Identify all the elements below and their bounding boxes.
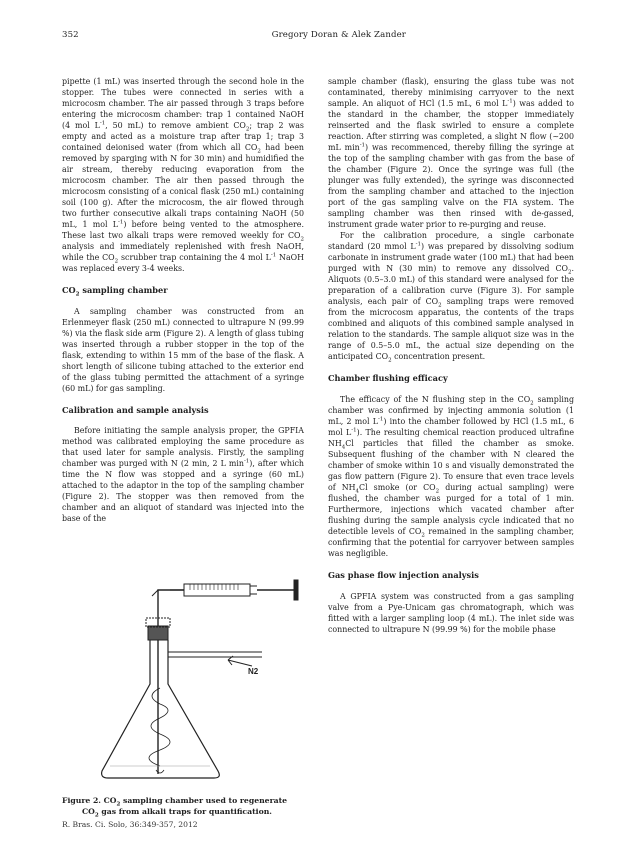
rubber-stopper — [148, 626, 168, 640]
section-heading-calibration: Calibration and sample analysis — [62, 404, 209, 415]
page-number: 352 — [62, 30, 79, 40]
left-paragraph-1: pipette (1 mL) was inserted through the second hole in the stopper. The tubes were connected in series with a microcosm chamber. The air passed through 3 traps before entering the microcosm chamber: trap 1 contained NaOH (4 mol $L^{-1}$, 50 mL) to remove ambient $CO_2$; trap 2 was empty and acted as a moisture trap after trap 1; trap 3 contained deionised water (from which all $CO_2$ had been removed by sparging with N for 30 min) and humidified the air stream, thereby reducing evaporation from the microcosm chamber. The air then passed through the microcosm consisting of a conical flask (250 mL) containing soil (100 g). After the microcosm, the air flowed through two further consecutive alkali traps containing NaOH (50 mL, 1 mol $L^{-1}$) before being vented to the atmosphere. These last two alkali traps were removed weekly for $CO_2$ analysis and immediately replenished with fresh NaOH, while the $CO_2$ scrubber trap containing the 4 mol $L^{-1}$ NaOH was replaced every 3-4 weeks. — [62, 77, 305, 274]
erlenmeyer-flask — [102, 640, 220, 778]
section-heading-co2-sampling-chamber: $CO_2$ sampling chamber — [62, 285, 168, 298]
section-heading-chamber-flushing: Chamber flushing efficacy — [328, 373, 448, 384]
flask-side-arm — [168, 652, 262, 657]
left-column — [62, 76, 304, 524]
sampling-chamber-figure — [62, 556, 304, 794]
caption-line-2: $CO_2$ gas from alkali traps for quantification. — [82, 807, 272, 819]
right-paragraph-1: sample chamber (flask), ensuring the glass tube was not contaminated, thereby minimising carryover to the next sample. An aliquot of HCl (1.5 mL, 6 mol $L^{-1}$) was added to the standard in the chamber, the stopper immediately reinserted and the flask swirled to ensure a complete reaction. After stirring was completed, a slight N flow (~200 mL $\min^{-1}$) was recommenced, thereby filling the syringe at the top of the sampling chamber with gas from the base of the chamber (Figure 2). Once the syringe was full (the plunger was fully extended), the syringe was disconnected from the sampling chamber and attached to the injection port of the gas sampling valve on the FIA system. The sampling chamber was then rinsed with de-gassed, instrument grade water prior to re-purging and reuse. — [328, 77, 574, 230]
left-paragraph-3: Before initiating the sample analysis proper, the GPFIA method was calibrated employing the same procedure as that used later for sample analysis. Firstly, the sampling chamber was purged with N (2 min, 2 L $\min^{-1}$), after which time the N flow was stopped and a syringe (60 mL) attached to the adaptor in the top of the sampling chamber (Figure 2). The stopper was then removed from the chamber and an aliquot of standard was injected into the base of the — [62, 426, 305, 524]
caption-line-1: Figure 2. $CO_2$ sampling chamber used to regenerate — [62, 796, 288, 808]
right-paragraph-4: A GPFIA system was constructed from a gas sampling valve from a Pye-Unicam gas chromatograph, which was fitted with a larger sampling loop (4 mL). The inlet side was connected to ultrapure N (99.99 %) for the mobile phase — [328, 591, 574, 634]
footer-citation: R. Bras. Ci. Solo, 36:349-357, 2012 — [62, 820, 198, 829]
n2-label: N2 — [248, 667, 259, 676]
left-paragraph-2: A sampling chamber was constructed from an Erlenmeyer flask (250 mL) connected to ultrapure N (99.99 %) via the flask side arm (Figure 2). A length of glass tubing was inserted through a rubber stopper in the top of the flask, extending to within 15 mm of the base of the flask. A short length of silicone tubing attached to the exterior end of the glass tubing permitted the attachment of a syringe (60 mL) for gas sampling. — [62, 306, 304, 393]
right-paragraph-2: For the calibration procedure, a single carbonate standard (20 mmol $L^{-1}$) was prepared by dissolving sodium carbonate in instrument grade water (100 mL) that had been purged with N (30 min) to remove any dissolved $CO_2$. Aliquots (0.5–3.0 mL) of this standard were analysed for the preparation of a calibration curve (Figure 3). For sample analysis, each pair of $CO_2$ sampling traps were removed from the microcosm apparatus, the contents of the traps combined and aliquots of this combined sample analysed in relation to the standards. The sample aliquot size was in the range of 0.5–5.0 mL, the actual size depending on the anticipated $CO_2$ concentration present. — [328, 231, 574, 364]
right-column — [328, 76, 574, 635]
syringe — [170, 580, 298, 600]
figure-caption — [62, 795, 304, 817]
section-heading-gpfia: Gas phase flow injection analysis — [328, 570, 479, 581]
running-header-authors: Gregory Doran & Alek Zander — [271, 30, 406, 40]
right-paragraph-3: The efficacy of the N flushing step in the $CO_2$ sampling chamber was confirmed by injecting ammonia solution (1 mL, 2 mol $L^{-1}$) into the chamber followed by HCl (1.5 mL, 6 mol $L^{-1}$). The resulting chemical reaction produced ultrafine $NH_4Cl$ particles that filled the chamber as smoke. Subsequent flushing of the chamber with N cleared the chamber of smoke within 10 s and visually demonstrated the gas flow pattern (Figure 2). To ensure that even trace levels of $NH_4Cl$ smoke (or $CO_2$ during actual sampling) were flushed, the chamber was purged for a total of 1 min. Furthermore, injections which vacated chamber after flushing during the sample analysis cycle indicated that no detectible levels of $CO_2$ remained in the sampling chamber, confirming that the potential for carryover between samples was negligible. — [328, 394, 575, 559]
gas-flow-swirl — [149, 688, 170, 773]
